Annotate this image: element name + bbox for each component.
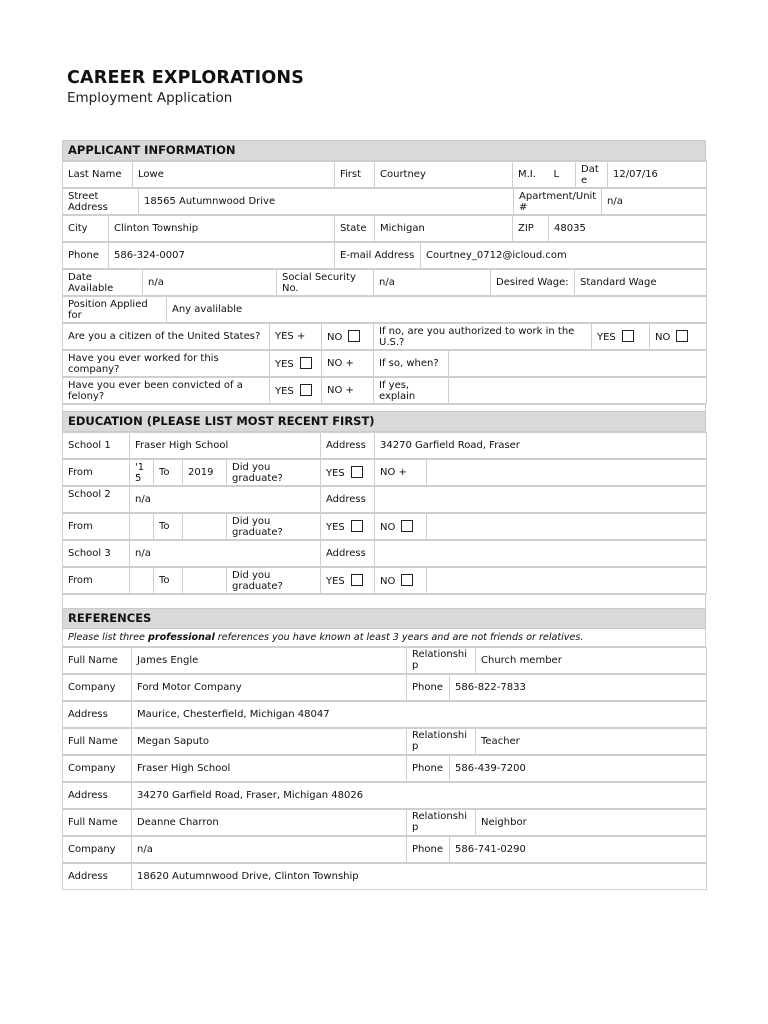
authorized-yes-label: YES (597, 332, 616, 343)
school3-address-label: Address (321, 541, 375, 567)
school3-grad-yes-checkbox[interactable] (351, 574, 363, 586)
authorized-no-option[interactable] (650, 324, 707, 350)
school1-from-field[interactable]: '1 5 (130, 460, 154, 486)
worked-when-label: If so, when? (374, 351, 449, 377)
ref1-relationship-label: Relationshi p (407, 648, 476, 674)
citizen-yes-option[interactable]: YES + (270, 324, 322, 350)
school1-grad-yes-label: YES (326, 468, 345, 479)
state-field[interactable]: Michigan (375, 216, 513, 242)
ref2-relationship-field[interactable]: Teacher (476, 729, 707, 755)
school2-from-label: From (63, 514, 130, 540)
ref2-address-label: Address (63, 783, 132, 809)
felony-yes-option[interactable] (270, 378, 322, 404)
school2-label: School 2 (63, 487, 130, 513)
school3-empty-cell (427, 568, 707, 594)
apt-label: Apartment/Unit # (514, 189, 602, 215)
school2-from-field[interactable] (130, 514, 154, 540)
worked-when-field[interactable] (449, 351, 707, 377)
zip-label: ZIP (513, 216, 549, 242)
felony-no-option[interactable]: NO + (322, 378, 374, 404)
last-name-label: Last Name (63, 162, 133, 188)
school1-graduate-question: Did you graduate? (227, 460, 321, 486)
email-label: E-mail Address (335, 243, 421, 269)
ref3-address-label: Address (63, 864, 132, 890)
worked-no-option[interactable]: NO + (322, 351, 374, 377)
email-field[interactable]: Courtney_0712@icloud.com (421, 243, 707, 269)
ref3-company-field[interactable]: n/a (132, 837, 407, 863)
authorized-yes-checkbox[interactable] (622, 330, 634, 342)
apt-field[interactable]: n/a (602, 189, 707, 215)
street-label: Street Address (63, 189, 139, 215)
school2-grad-no-label: NO (380, 522, 396, 533)
authorized-no-checkbox[interactable] (676, 330, 688, 342)
city-field[interactable]: Clinton Township (109, 216, 335, 242)
worked-question: Have you ever worked for this company? (63, 351, 270, 377)
school2-to-field[interactable] (183, 514, 227, 540)
school2-grad-yes-option[interactable] (321, 514, 375, 540)
ref3-full-name-label: Full Name (63, 810, 132, 836)
school2-to-label: To (154, 514, 183, 540)
note-text-post: references you have known at least 3 years and are not friends or relatives. (214, 632, 584, 643)
school2-address-field[interactable] (375, 487, 707, 513)
ssn-field[interactable]: n/a (374, 270, 491, 296)
ref1-company-field[interactable]: Ford Motor Company (132, 675, 407, 701)
ref3-relationship-field[interactable]: Neighbor (476, 810, 707, 836)
citizen-question: Are you a citizen of the United States? (63, 324, 270, 350)
ref1-company-label: Company (63, 675, 132, 701)
school3-grad-yes-label: YES (326, 576, 345, 587)
school1-address-field[interactable]: 34270 Garfield Road, Fraser (375, 433, 707, 459)
ref2-relationship-label: Relationshi p (407, 729, 476, 755)
school1-grad-yes-option[interactable] (321, 460, 375, 486)
date-label: Dat e (576, 162, 608, 188)
last-name-field[interactable]: Lowe (133, 162, 335, 188)
ref2-phone-label: Phone (407, 756, 450, 782)
school3-grad-no-option[interactable] (375, 568, 427, 594)
school1-address-label: Address (321, 433, 375, 459)
school2-field[interactable]: n/a (130, 487, 321, 513)
ref3-relationship-label: Relationshi p (407, 810, 476, 836)
school3-grad-yes-option[interactable] (321, 568, 375, 594)
date-available-field[interactable]: n/a (143, 270, 277, 296)
felony-yes-checkbox[interactable] (300, 384, 312, 396)
first-name-field[interactable]: Courtney (375, 162, 513, 188)
worked-yes-checkbox[interactable] (300, 357, 312, 369)
worked-yes-option[interactable] (270, 351, 322, 377)
school1-grad-no-option[interactable]: NO + (375, 460, 427, 486)
zip-field[interactable]: 48035 (549, 216, 707, 242)
note-text-pre: Please list three (68, 632, 148, 643)
school3-address-field[interactable] (375, 541, 707, 567)
note-text-bold: professional (147, 632, 215, 643)
citizen-no-checkbox[interactable] (348, 330, 360, 342)
school2-graduate-question: Did you graduate? (227, 514, 321, 540)
mi-label: M.I. (513, 162, 549, 188)
date-available-label: Date Available (63, 270, 143, 296)
state-label: State (335, 216, 375, 242)
school3-grad-no-label: NO (380, 576, 396, 587)
applicant-section (62, 140, 706, 421)
references-list (62, 647, 706, 890)
authorized-no-label: NO (655, 332, 671, 343)
first-name-label: First (335, 162, 375, 188)
school1-empty-cell (427, 460, 707, 486)
authorized-yes-option[interactable] (592, 324, 650, 350)
desired-wage-label: Desired Wage: (491, 270, 575, 296)
school1-to-field[interactable]: 2019 (183, 460, 227, 486)
ref2-company-field[interactable]: Fraser High School (132, 756, 407, 782)
school3-graduate-question: Did you graduate? (227, 568, 321, 594)
applicant-heading: APPLICANT INFORMATION (63, 141, 706, 161)
felony-question: Have you ever been convicted of a felony? (63, 378, 270, 404)
school3-to-field[interactable] (183, 568, 227, 594)
education-heading: EDUCATION (PLEASE LIST MOST RECENT FIRST) (63, 412, 706, 432)
citizen-no-option[interactable] (322, 324, 374, 350)
ref3-full-name-field[interactable]: Deanne Charron (132, 810, 407, 836)
school3-label: School 3 (63, 541, 130, 567)
ref1-relationship-field[interactable]: Church member (476, 648, 707, 674)
ref3-address-field[interactable]: 18620 Autumnwood Drive, Clinton Township (132, 864, 707, 890)
ref1-phone-field[interactable]: 586-822-7833 (450, 675, 707, 701)
felony-yes-label: YES (275, 386, 294, 397)
ref1-phone-label: Phone (407, 675, 450, 701)
form-title: CAREER EXPLORATIONS (67, 68, 305, 88)
school1-field[interactable]: Fraser High School (130, 433, 321, 459)
worked-yes-label: YES (275, 359, 294, 370)
mi-field[interactable]: L (549, 162, 576, 188)
ref3-company-label: Company (63, 837, 132, 863)
school3-to-label: To (154, 568, 183, 594)
school2-grad-yes-checkbox[interactable] (351, 520, 363, 532)
ref1-full-name-field[interactable]: James Engle (132, 648, 407, 674)
school3-field[interactable]: n/a (130, 541, 321, 567)
school2-address-label: Address (321, 487, 375, 513)
phone-field[interactable]: 586-324-0007 (109, 243, 335, 269)
school3-from-label: From (63, 568, 130, 594)
ref2-full-name-label: Full Name (63, 729, 132, 755)
school2-grad-yes-label: YES (326, 522, 345, 533)
position-field[interactable]: Any avalilable (167, 297, 707, 323)
citizen-no-label: NO (327, 332, 343, 343)
ref3-phone-field[interactable]: 586-741-0290 (450, 837, 707, 863)
references-section (62, 608, 706, 890)
education-section (62, 411, 706, 615)
authorized-question: If no, are you authorized to work in the U.S.? (374, 324, 592, 350)
felony-explain-field[interactable] (449, 378, 707, 404)
ref3-phone-label: Phone (407, 837, 450, 863)
school1-label: School 1 (63, 433, 130, 459)
ref2-full-name-field[interactable]: Megan Saputo (132, 729, 407, 755)
ref1-address-field[interactable]: Maurice, Chesterfield, Michigan 48047 (132, 702, 707, 728)
city-label: City (63, 216, 109, 242)
ref2-address-field[interactable]: 34270 Garfield Road, Fraser, Michigan 48026 (132, 783, 707, 809)
school1-to-label: To (154, 460, 183, 486)
references-note (63, 629, 706, 647)
school2-grad-no-option[interactable] (375, 514, 427, 540)
school1-grad-yes-checkbox[interactable] (351, 466, 363, 478)
desired-wage-field[interactable]: Standard Wage (575, 270, 707, 296)
ref2-phone-field[interactable]: 586-439-7200 (450, 756, 707, 782)
form-subtitle: Employment Application (67, 90, 233, 106)
street-field[interactable]: 18565 Autumnwood Drive (139, 189, 514, 215)
date-field[interactable]: 12/07/16 (608, 162, 707, 188)
ref1-full-name-label: Full Name (63, 648, 132, 674)
ssn-label: Social Security No. (277, 270, 374, 296)
school1-from-label: From (63, 460, 130, 486)
references-heading: REFERENCES (63, 609, 706, 629)
ref1-address-label: Address (63, 702, 132, 728)
ref2-company-label: Company (63, 756, 132, 782)
school2-grad-no-checkbox[interactable] (401, 520, 413, 532)
school3-from-field[interactable] (130, 568, 154, 594)
school3-grad-no-checkbox[interactable] (401, 574, 413, 586)
position-label: Position Applied for (63, 297, 167, 323)
felony-explain-label: If yes, explain (374, 378, 449, 404)
phone-label: Phone (63, 243, 109, 269)
school2-empty-cell (427, 514, 707, 540)
